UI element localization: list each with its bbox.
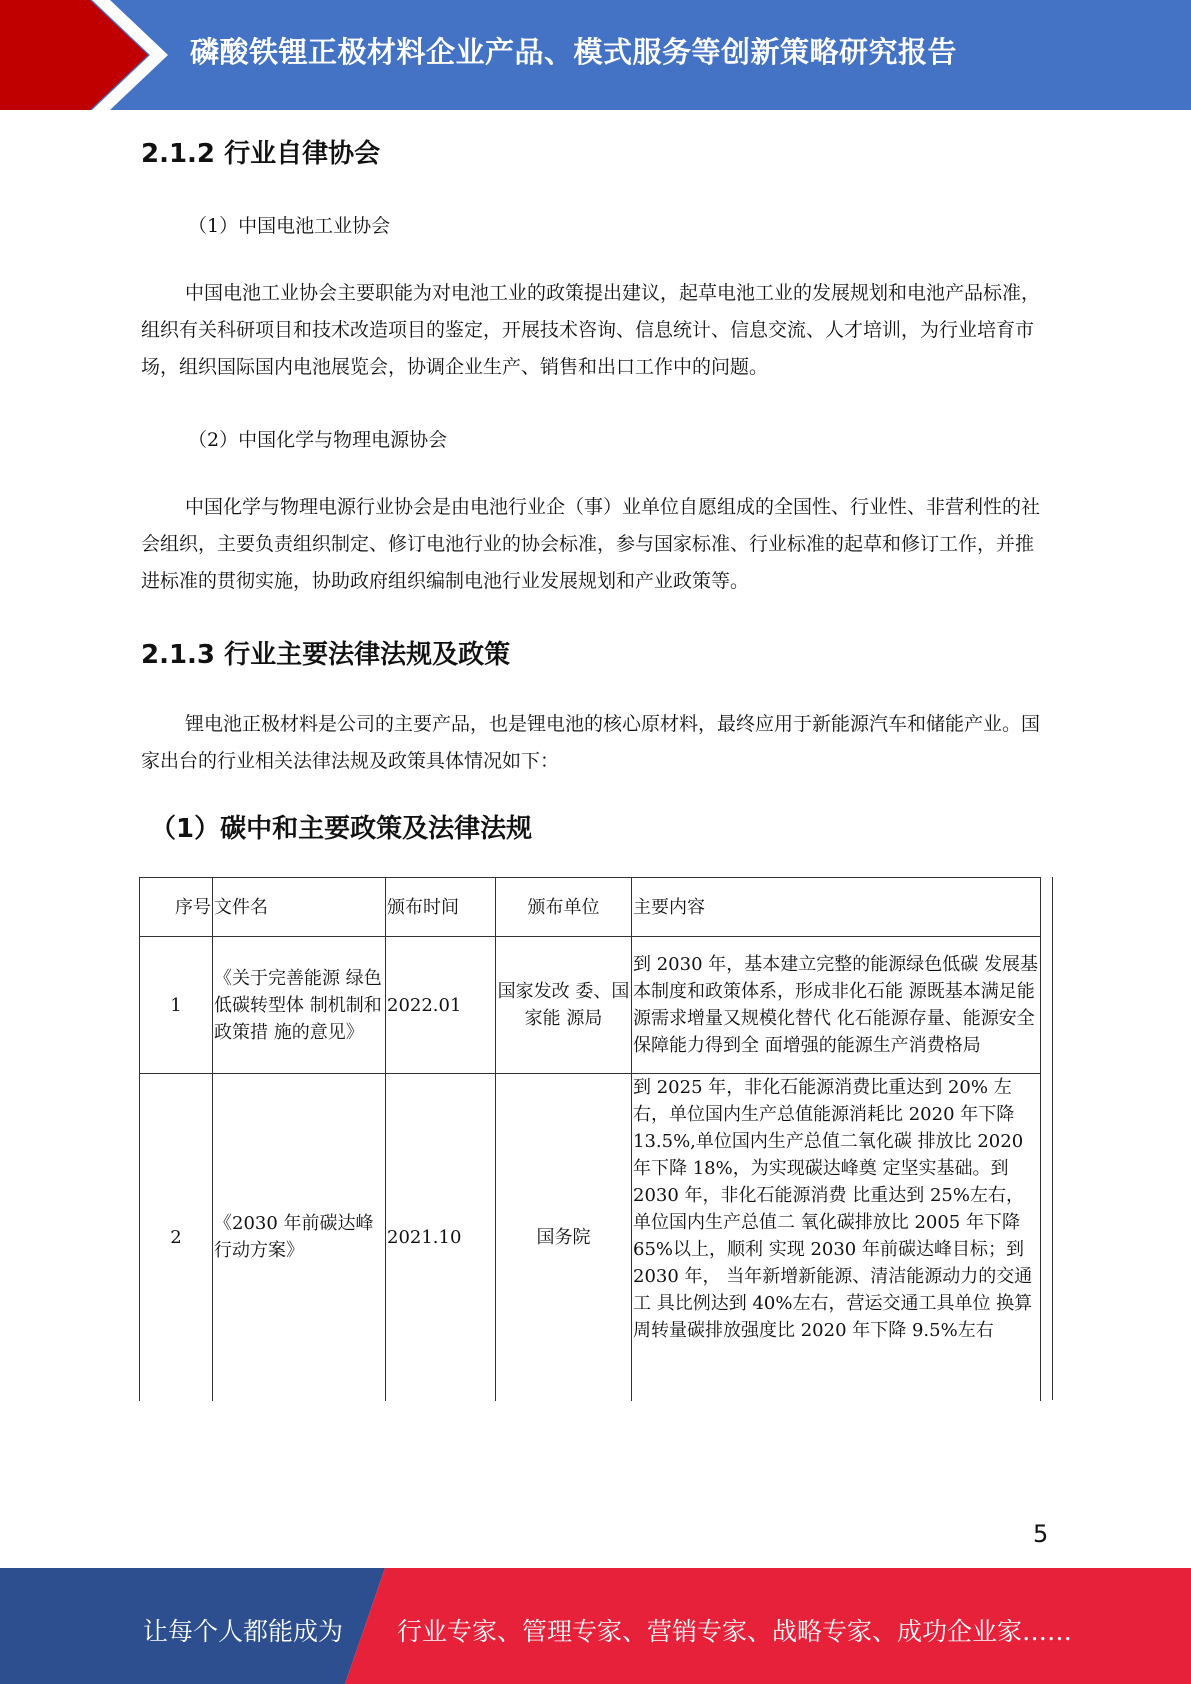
table-row: [140, 937, 1041, 1074]
section-heading-2-1-2: 2.1.2 行业自律协会: [141, 139, 381, 169]
table-title: （1）碳中和主要政策及法律法规: [150, 814, 533, 844]
section-heading-2-1-3: 2.1.3 行业主要法律法规及政策: [141, 640, 511, 670]
cell-no: 2: [140, 1074, 213, 1401]
report-header: [0, 0, 1191, 110]
header-date: 颁布时间: [386, 878, 496, 937]
header-content: 主要内容: [632, 878, 1041, 937]
report-footer: [0, 1568, 1191, 1684]
cell-issuer: 国务院: [496, 1074, 632, 1401]
cell-name: 《关于完善能源 绿色低碳转型体 制机制和政策措 施的意见》: [213, 937, 386, 1074]
footer-slogan-right: 行业专家、管理专家、营销专家、战略专家、成功企业家……: [397, 1617, 1073, 1646]
page-number: 5: [1033, 1520, 1049, 1548]
cell-date: 2022.01: [386, 937, 496, 1074]
cell-issuer: 国家发改 委、国家能 源局: [496, 937, 632, 1074]
table-row: [140, 1074, 1041, 1401]
policy-table: [139, 877, 1041, 1401]
item-title-battery-association: （1）中国电池工业协会: [188, 215, 391, 237]
cell-date: 2021.10: [386, 1074, 496, 1401]
paragraph-battery-association: 中国电池工业协会主要职能为对电池工业的政策提出建议，起草电池工业的发展规划和电池产品标准，组织有关科研项目和技术改造项目的鉴定，开展技术咨询、信息统计、信息交流、人才培训，为行业培育市场，组织国际国内电池展览会，协调企业生产、销售和出口工作中的问题。: [141, 282, 1041, 378]
cell-name: 《2030 年前碳达峰行动方案》: [213, 1074, 386, 1401]
paragraph-regulations-intro: 锂电池正极材料是公司的主要产品，也是锂电池的核心原材料，最终应用于新能源汽车和储能产业。国家出台的行业相关法律法规及政策具体情况如下：: [141, 713, 1041, 772]
header-issuer: 颁布单位: [496, 878, 632, 937]
cell-content: 到 2030 年，基本建立完整的能源绿色低碳 发展基本制度和政策体系，形成非化石能 源既基本满足能源需求增量又规模化替代 化石能源存量、能源安全保障能力得到全 面增强的能源生产消费格局: [632, 937, 1041, 1074]
item-title-power-source-association: （2）中国化学与物理电源协会: [188, 429, 448, 451]
report-title: 磷酸铁锂正极材料企业产品、模式服务等创新策略研究报告: [190, 35, 958, 69]
footer-slogan-left: 让每个人都能成为: [143, 1617, 344, 1646]
cell-content: 到 2025 年，非化石能源消费比重达到 20% 左右，单位国内生产总值能源消耗比 2020 年下降 13.5%,单位国内生产总值二氧化碳 排放比 2020 年下降 18%，为实现碳达峰奠 定坚实基础。到 2030 年，非化石能源消费 比重达到 25%左右，单位国内生产总值二 氧化碳排放比 2005 年下降 65%以上，顺利 实现 2030 年前碳达峰目标；到 2030 年， 当年新增新能源、清洁能源动力的交通工 具比例达到 40%左右，营运交通工具单位 换算周转量碳排放强度比 2020 年下降 9.5%左右: [632, 1074, 1041, 1401]
header-no: 序号: [140, 878, 213, 937]
table-right-rule: [1052, 877, 1053, 1400]
table-header-row: [140, 878, 1041, 937]
header-name: 文件名: [213, 878, 386, 937]
cell-no: 1: [140, 937, 213, 1074]
paragraph-power-source-association: 中国化学与物理电源行业协会是由电池行业企（事）业单位自愿组成的全国性、行业性、非营利性的社会组织，主要负责组织制定、修订电池行业的协会标准，参与国家标准、行业标准的起草和修订工作，并推进标准的贯彻实施，协助政府组织编制电池行业发展规划和产业政策等。: [141, 496, 1041, 592]
